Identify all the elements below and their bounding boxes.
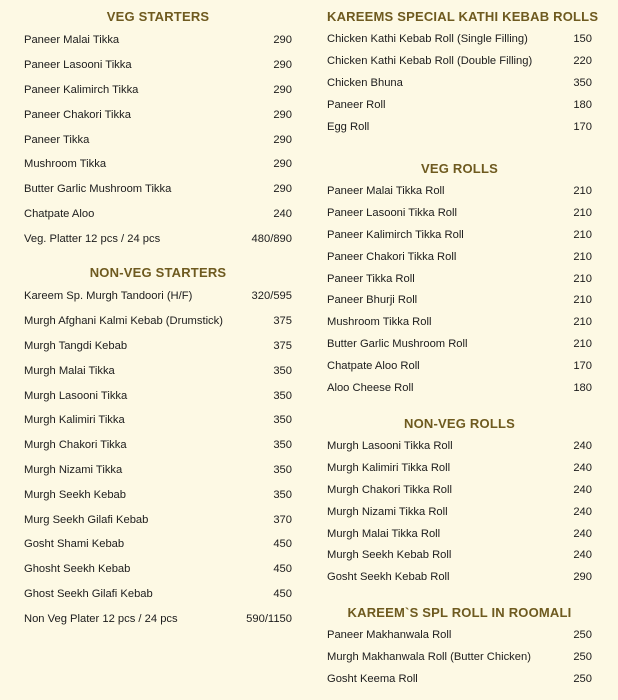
menu-item-price: 240 — [573, 527, 592, 540]
menu-item — [327, 289, 592, 311]
menu-item-price: 240 — [273, 207, 292, 220]
menu-item-price: 290 — [273, 59, 292, 72]
menu-item — [24, 458, 292, 483]
menu-item-name: Mushroom Tikka — [24, 158, 107, 171]
menu-item-price: 290 — [573, 571, 592, 584]
menu-item-price: 250 — [573, 672, 592, 685]
menu-item — [24, 433, 292, 458]
menu-item-price: 450 — [273, 538, 292, 551]
menu-section-non-veg-rolls — [327, 413, 592, 588]
menu-item-name: Kareem Sp. Murgh Tandoori (H/F) — [24, 290, 193, 303]
menu-item-name: Veg. Platter 12 pcs / 24 pcs — [24, 232, 161, 245]
menu-item — [24, 606, 292, 631]
menu-item-name: Murg Seekh Gilafi Kebab — [24, 513, 149, 526]
menu-item-name: Egg Roll — [327, 120, 370, 133]
menu-item-price: 240 — [573, 483, 592, 496]
menu-item-name: Gosht Shami Kebab — [24, 538, 125, 551]
menu-item — [327, 28, 592, 50]
menu-item — [24, 202, 292, 227]
menu-item-price: 375 — [273, 339, 292, 352]
menu-item — [327, 50, 592, 72]
menu-item-price: 220 — [573, 54, 592, 67]
menu-item-price: 210 — [573, 250, 592, 263]
menu-item-name: Paneer Tikka Roll — [327, 272, 415, 285]
menu-item-price: 350 — [273, 439, 292, 452]
menu-item-name: Paneer Malai Tikka Roll — [327, 184, 445, 197]
menu-item-price: 290 — [273, 183, 292, 196]
menu-item-name: Murgh Tangdi Kebab — [24, 339, 128, 352]
menu-item-price: 350 — [273, 488, 292, 501]
menu-item-price: 180 — [573, 381, 592, 394]
menu-item — [327, 566, 592, 588]
menu-item-name: Gosht Seekh Kebab Roll — [327, 571, 450, 584]
menu-item — [24, 53, 292, 78]
menu-item-name: Murgh Malai Tikka — [24, 364, 115, 377]
menu-item — [327, 116, 592, 138]
menu-item-price: 150 — [573, 32, 592, 45]
menu-item-name: Mushroom Tikka Roll — [327, 316, 432, 329]
menu-item — [327, 202, 592, 224]
menu-item — [24, 226, 292, 251]
menu-item-name: Murgh Seekh Kebab — [24, 488, 126, 501]
menu-item-name: Ghosht Seekh Kebab — [24, 563, 131, 576]
menu-item — [24, 582, 292, 607]
menu-section-kareem-s-spl-roll-in-roomali — [327, 602, 592, 690]
menu-item-price: 290 — [273, 83, 292, 96]
menu-item — [327, 435, 592, 457]
menu-item-name: Murgh Nizami Tikka Roll — [327, 505, 448, 518]
menu-item — [327, 268, 592, 290]
menu-item-name: Chicken Kathi Kebab Roll (Single Filling) — [327, 32, 528, 45]
menu-item-name: Butter Garlic Mushroom Tikka — [24, 183, 172, 196]
menu-item — [24, 78, 292, 103]
menu-item-price: 180 — [573, 98, 592, 111]
menu-item — [24, 28, 292, 53]
menu-item — [327, 333, 592, 355]
menu-item — [24, 507, 292, 532]
menu-item — [327, 311, 592, 333]
menu-item-price: 240 — [573, 439, 592, 452]
menu-item — [327, 544, 592, 566]
menu-item-name: Paneer Tikka — [24, 133, 90, 146]
menu-item-name: Paneer Roll — [327, 98, 386, 111]
menu-item-name: Butter Garlic Mushroom Roll — [327, 338, 468, 351]
menu-item-price: 350 — [273, 389, 292, 402]
menu-item — [24, 383, 292, 408]
menu-item-price: 250 — [573, 628, 592, 641]
section-title: VEG ROLLS — [421, 161, 498, 176]
menu-item-price: 250 — [573, 650, 592, 663]
menu-item-name: Chicken Kathi Kebab Roll (Double Filling) — [327, 54, 533, 67]
menu-item-name: Murgh Lasooni Tikka — [24, 389, 128, 402]
menu-item-price: 290 — [273, 34, 292, 47]
menu-item-price: 240 — [573, 461, 592, 474]
menu-item — [327, 180, 592, 202]
menu-item-price: 210 — [573, 228, 592, 241]
menu-item-name: Paneer Makhanwala Roll — [327, 628, 452, 641]
menu-item-price: 375 — [273, 315, 292, 328]
menu-section-veg-starters — [24, 6, 292, 251]
menu-item — [327, 501, 592, 523]
menu-item-price: 210 — [573, 272, 592, 285]
menu-item — [327, 457, 592, 479]
menu-item — [327, 668, 592, 690]
menu-item-name: Non Veg Plater 12 pcs / 24 pcs — [24, 612, 178, 625]
section-title: KAREEM`S SPL ROLL IN ROOMALI — [347, 605, 572, 620]
menu-item-price: 350 — [273, 414, 292, 427]
menu-item-price: 320/595 — [251, 290, 292, 303]
menu-item-price: 590/1150 — [246, 612, 292, 625]
menu-item-name: Aloo Cheese Roll — [327, 381, 414, 394]
menu-item-price: 450 — [273, 587, 292, 600]
menu-item-price: 350 — [573, 76, 592, 89]
menu-item-price: 210 — [573, 294, 592, 307]
menu-item — [327, 355, 592, 377]
menu-item — [24, 102, 292, 127]
menu-item-price: 170 — [573, 360, 592, 373]
menu-item — [24, 284, 292, 309]
menu-item-price: 240 — [573, 549, 592, 562]
menu-item — [327, 523, 592, 545]
menu-item-name: Murgh Chakori Tikka Roll — [327, 483, 452, 496]
menu-item-price: 350 — [273, 463, 292, 476]
menu-item — [327, 72, 592, 94]
menu-item-name: Paneer Chakori Tikka — [24, 108, 131, 121]
menu-item-name: Paneer Kalimirch Tikka — [24, 83, 139, 96]
menu-item — [24, 334, 292, 359]
menu-item — [24, 482, 292, 507]
menu-item-price: 210 — [573, 184, 592, 197]
menu-item-name: Paneer Lasooni Tikka — [24, 59, 132, 72]
menu-item — [24, 152, 292, 177]
menu-item-name: Murgh Lasooni Tikka Roll — [327, 439, 453, 452]
menu-item — [327, 246, 592, 268]
menu-item-price: 240 — [573, 505, 592, 518]
menu-item-price: 210 — [573, 206, 592, 219]
menu-item — [24, 557, 292, 582]
menu-item — [327, 624, 592, 646]
menu-item-name: Murgh Nizami Tikka — [24, 463, 123, 476]
menu-item-price: 370 — [273, 513, 292, 526]
menu-item — [24, 309, 292, 334]
menu-item-name: Murgh Kalimiri Tikka — [24, 414, 125, 427]
menu-item-price: 450 — [273, 563, 292, 576]
section-title: NON-VEG ROLLS — [404, 416, 515, 431]
menu-item-price: 290 — [273, 133, 292, 146]
menu-item-name: Paneer Malai Tikka — [24, 34, 120, 47]
menu-item — [327, 224, 592, 246]
section-title: VEG STARTERS — [106, 9, 210, 24]
menu-item — [24, 532, 292, 557]
menu-item-name: Chatpate Aloo Roll — [327, 360, 420, 373]
menu-item-name: Murgh Makhanwala Roll (Butter Chicken) — [327, 650, 531, 663]
menu-item-name: Ghost Seekh Gilafi Kebab — [24, 587, 153, 600]
menu-item-price: 290 — [273, 108, 292, 121]
menu-item-name: Murgh Chakori Tikka — [24, 439, 127, 452]
menu-item-name: Murgh Malai Tikka Roll — [327, 527, 441, 540]
menu-item-name: Gosht Keema Roll — [327, 672, 418, 685]
menu-item-price: 480/890 — [251, 232, 292, 245]
menu-item-price: 210 — [573, 338, 592, 351]
menu-item — [24, 408, 292, 433]
menu-item-name: Chatpate Aloo — [24, 207, 95, 220]
menu-item — [24, 177, 292, 202]
menu-item-name: Paneer Chakori Tikka Roll — [327, 250, 457, 263]
menu-item-name: Murgh Seekh Kebab Roll — [327, 549, 452, 562]
menu-item — [327, 377, 592, 399]
menu-item-price: 290 — [273, 158, 292, 171]
menu-item-name: Paneer Lasooni Tikka Roll — [327, 206, 457, 219]
section-title: NON-VEG STARTERS — [89, 265, 227, 280]
menu-item — [327, 94, 592, 116]
menu-item-price: 350 — [273, 364, 292, 377]
menu-item-name: Paneer Kalimirch Tikka Roll — [327, 228, 464, 241]
menu-item-name: Murgh Afghani Kalmi Kebab (Drumstick) — [24, 315, 223, 328]
menu-item-name: Murgh Kalimiri Tikka Roll — [327, 461, 451, 474]
menu-item-price: 210 — [573, 316, 592, 329]
menu-section-kareems-special-kathi-kebab-rolls — [327, 6, 599, 137]
menu-item — [327, 479, 592, 501]
menu-item — [327, 646, 592, 668]
menu-item-name: Paneer Bhurji Roll — [327, 294, 418, 307]
menu-item — [24, 127, 292, 152]
menu-item-name: Chicken Bhuna — [327, 76, 403, 89]
menu-section-veg-rolls — [327, 158, 592, 399]
menu-item-price: 170 — [573, 120, 592, 133]
menu-item — [24, 358, 292, 383]
menu-section-non-veg-starters — [24, 262, 292, 631]
section-title: KAREEMS SPECIAL KATHI KEBAB ROLLS — [327, 9, 599, 24]
